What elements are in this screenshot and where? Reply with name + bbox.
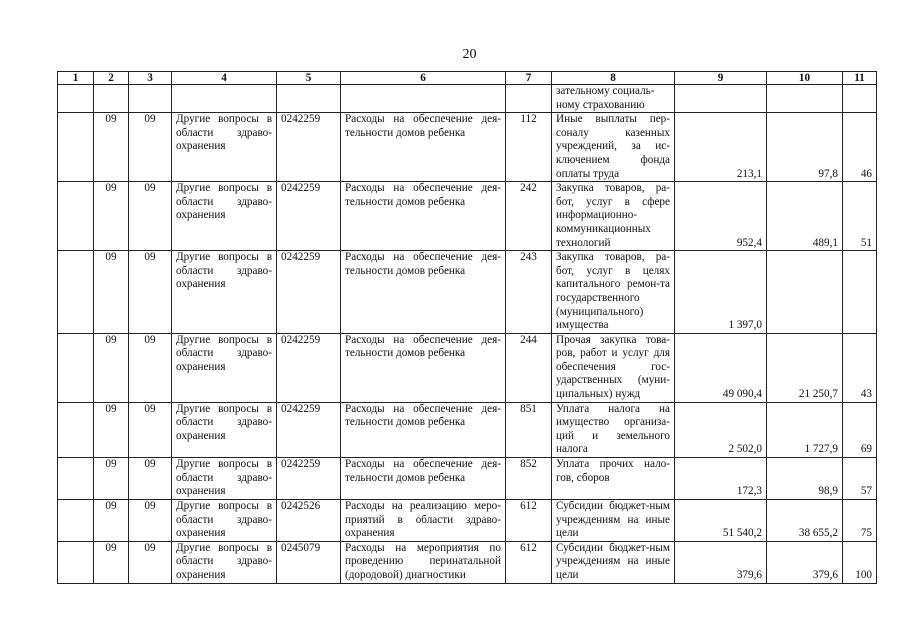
- page-number: 20: [462, 47, 477, 62]
- cell-target-code: 0242259: [277, 333, 341, 402]
- cell-target-code: 0242526: [277, 500, 341, 542]
- cell-empty: [58, 500, 94, 542]
- cell-executed-amount: 489,1: [767, 182, 843, 251]
- cell-empty: [58, 458, 94, 500]
- cell-executed-amount: 21 250,7: [767, 333, 843, 402]
- cell-subsection: 09: [129, 251, 172, 334]
- cell-executed-amount: 1 727,9: [767, 402, 843, 457]
- cell-target-code: 0242259: [277, 251, 341, 334]
- cell-empty: [675, 85, 767, 113]
- cell-section-name: Другие вопросы в области здраво-охранения: [172, 402, 277, 457]
- cell-empty: [58, 541, 94, 583]
- header-cell-6: 6: [341, 72, 506, 85]
- cell-expense-code: 244: [506, 333, 552, 402]
- header-cell-2: 2: [94, 72, 129, 85]
- cell-empty: [277, 85, 341, 113]
- cell-expense-type: Закупка товаров, ра-бот, услуг в сфере информационно-коммуникационных технологий: [552, 182, 675, 251]
- table-header-row: [58, 72, 877, 85]
- cell-expense-type: Уплата налога на имущество организа-ций и земельного налога: [552, 402, 675, 457]
- cell-planned-amount: 172,3: [675, 458, 767, 500]
- cell-section: 09: [94, 458, 129, 500]
- table-row: [58, 182, 877, 251]
- cell-empty: [94, 85, 129, 113]
- cell-expense-type: Субсидии бюджет-ным учреждениям на иные цели: [552, 541, 675, 583]
- cell-percent: 51: [843, 182, 877, 251]
- cell-empty: [58, 333, 94, 402]
- cell-executed-amount: [767, 251, 843, 334]
- cell-expense-code: 612: [506, 541, 552, 583]
- table-row: [58, 402, 877, 457]
- cell-percent: 100: [843, 541, 877, 583]
- cell-section: 09: [94, 500, 129, 542]
- cell-planned-amount: 213,1: [675, 113, 767, 182]
- header-cell-7: 7: [506, 72, 552, 85]
- cell-target-code: 0245079: [277, 541, 341, 583]
- cell-subsection: 09: [129, 113, 172, 182]
- cell-subsection: 09: [129, 402, 172, 457]
- cell-empty: [506, 85, 552, 113]
- header-cell-4: 4: [172, 72, 277, 85]
- cell-percent: 75: [843, 500, 877, 542]
- cell-empty: [767, 85, 843, 113]
- cell-expense-type: Прочая закупка това-ров, работ и услуг для обеспечения гос-ударственных (муни-ципальных) нужд: [552, 333, 675, 402]
- cell-expense-code: 851: [506, 402, 552, 457]
- table-row: [58, 113, 877, 182]
- cell-target-code: 0242259: [277, 113, 341, 182]
- cell-executed-amount: 98,9: [767, 458, 843, 500]
- cell-expense-name: Расходы на обеспечение дея-тельности домов ребенка: [341, 402, 506, 457]
- cell-expense-name: Расходы на обеспечение дея-тельности домов ребенка: [341, 182, 506, 251]
- cell-empty: [129, 85, 172, 113]
- cell-percent: 69: [843, 402, 877, 457]
- cell-expense-type: Закупка товаров, ра-бот, услуг в целях капитального ремон-та государственного (муниципального) имущества: [552, 251, 675, 334]
- cell-empty: [172, 85, 277, 113]
- cell-expense-type: Иные выплаты пер-соналу казенных учреждений, за ис-ключением фонда оплаты труда: [552, 113, 675, 182]
- cell-expense-name: Расходы на реализацию меро-приятий в области здраво-охранения: [341, 500, 506, 542]
- cell-expense-name: Расходы на обеспечение дея-тельности домов ребенка: [341, 458, 506, 500]
- cell-section-name: Другие вопросы в области здраво-охранения: [172, 251, 277, 334]
- header-cell-10: 10: [767, 72, 843, 85]
- cell-executed-amount: 97,8: [767, 113, 843, 182]
- cell-planned-amount: 379,6: [675, 541, 767, 583]
- header-cell-1: 1: [58, 72, 94, 85]
- cell-planned-amount: 952,4: [675, 182, 767, 251]
- table-row: [58, 458, 877, 500]
- cell-section: 09: [94, 113, 129, 182]
- cell-percent: 43: [843, 333, 877, 402]
- cell-empty: [58, 251, 94, 334]
- cell-expense-code: 112: [506, 113, 552, 182]
- cell-subsection: 09: [129, 541, 172, 583]
- cell-expense-code: 612: [506, 500, 552, 542]
- cell-subsection: 09: [129, 333, 172, 402]
- cell-empty: [341, 85, 506, 113]
- table-row: [58, 500, 877, 542]
- header-cell-3: 3: [129, 72, 172, 85]
- cell-target-code: 0242259: [277, 458, 341, 500]
- header-cell-11: 11: [843, 72, 877, 85]
- table-row: [58, 251, 877, 334]
- cell-section: 09: [94, 182, 129, 251]
- header-cell-5: 5: [277, 72, 341, 85]
- cell-section: 09: [94, 333, 129, 402]
- cell-percent: 46: [843, 113, 877, 182]
- table-row: [58, 541, 877, 583]
- cell-planned-amount: 1 397,0: [675, 251, 767, 334]
- cell-executed-amount: 38 655,2: [767, 500, 843, 542]
- cell-planned-amount: 51 540,2: [675, 500, 767, 542]
- cell-percent: 57: [843, 458, 877, 500]
- cell-expense-name: Расходы на обеспечение дея-тельности домов ребенка: [341, 251, 506, 334]
- cell-planned-amount: 2 502,0: [675, 402, 767, 457]
- cell-expense-name: Расходы на обеспечение дея-тельности домов ребенка: [341, 113, 506, 182]
- cell-section: 09: [94, 402, 129, 457]
- cell-subsection: 09: [129, 458, 172, 500]
- table-row: [58, 333, 877, 402]
- header-cell-9: 9: [675, 72, 767, 85]
- cell-expense-code: 243: [506, 251, 552, 334]
- cell-empty: [843, 85, 877, 113]
- cell-expense-type: зательному социаль- ному страхованию: [552, 85, 675, 113]
- cell-section-name: Другие вопросы в области здраво-охранения: [172, 113, 277, 182]
- cell-expense-name: Расходы на обеспечение дея-тельности домов ребенка: [341, 333, 506, 402]
- cell-target-code: 0242259: [277, 182, 341, 251]
- cell-empty: [58, 182, 94, 251]
- cell-section: 09: [94, 541, 129, 583]
- cell-empty: [58, 113, 94, 182]
- cell-section-name: Другие вопросы в области здраво-охранения: [172, 333, 277, 402]
- cell-empty: [58, 402, 94, 457]
- cell-subsection: 09: [129, 182, 172, 251]
- budget-table: [57, 71, 877, 584]
- cell-subsection: 09: [129, 500, 172, 542]
- continuation-row: [58, 85, 877, 113]
- cell-target-code: 0242259: [277, 402, 341, 457]
- cell-expense-code: 852: [506, 458, 552, 500]
- cell-empty: [58, 85, 94, 113]
- cell-section-name: Другие вопросы в области здраво-охранения: [172, 541, 277, 583]
- header-cell-8: 8: [552, 72, 675, 85]
- cell-section: 09: [94, 251, 129, 334]
- cell-section-name: Другие вопросы в области здраво-охранения: [172, 458, 277, 500]
- cell-expense-name: Расходы на мероприятия по проведению перинатальной (дородовой) диагностики: [341, 541, 506, 583]
- cell-section-name: Другие вопросы в области здраво-охранения: [172, 182, 277, 251]
- cell-percent: [843, 251, 877, 334]
- cell-expense-type: Субсидии бюджет-ным учреждениям на иные цели: [552, 500, 675, 542]
- cell-expense-type: Уплата прочих нало-гов, сборов: [552, 458, 675, 500]
- cell-section-name: Другие вопросы в области здраво-охранения: [172, 500, 277, 542]
- cell-planned-amount: 49 090,4: [675, 333, 767, 402]
- cell-executed-amount: 379,6: [767, 541, 843, 583]
- cell-expense-code: 242: [506, 182, 552, 251]
